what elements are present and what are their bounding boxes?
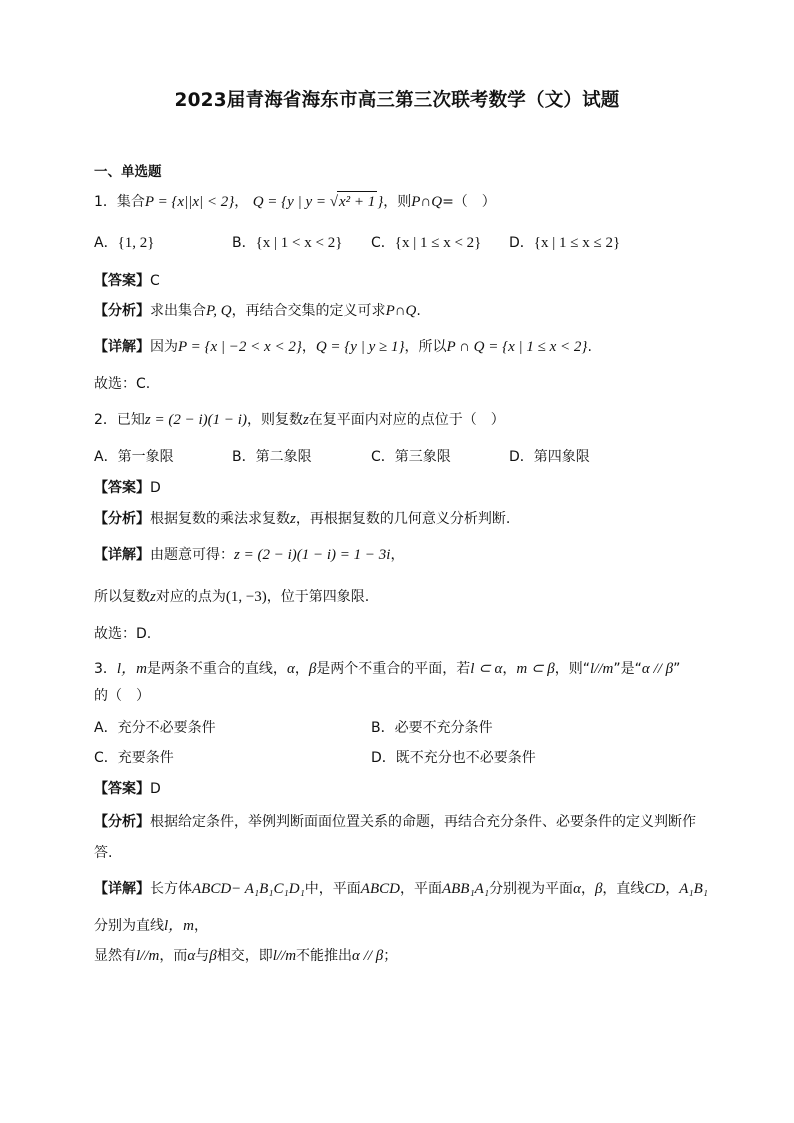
q3-option-b[interactable] [371,718,493,738]
q3-line3-alpha: α [187,948,196,964]
q3-detail-line2 [94,916,208,936]
q2-analysis-a: 根据复数的乘法求复数 [150,511,290,527]
q3-detail-ab: A₁B₁ [679,881,709,897]
q1-stem-prefix: 1．集合 [94,194,145,210]
q3-option-c[interactable] [94,748,174,768]
q2-option-c[interactable] [371,447,451,467]
q3-detail-b: 中，平面 [304,881,361,897]
q3-detail-c: ，平面 [399,881,442,897]
option-label: C． [94,750,118,766]
q2-detail-expr: z = (2 − i)(1 − i) = 1 − 3i [234,547,391,563]
answer-value: D [150,781,161,797]
q1-set-q-post: } [377,194,384,210]
q3-stem-h: ”是“ [613,661,642,677]
q2-stem-expr: z = (2 − i)(1 − i) [144,412,247,428]
q2-line2-b: 对应的点为 [155,589,226,605]
q2-choose [94,624,151,644]
choose-value: D. [136,626,152,642]
q2-option-a[interactable] [94,447,174,467]
q2-stem-z: z [302,412,309,428]
q1-answer [94,271,160,291]
q3-stem-a: 3． [94,661,117,677]
q3-stem-ab: α // β [641,661,674,677]
choose-value: C. [136,376,151,392]
q1-analysis-sets: P, Q [206,303,232,319]
option-text: {x | 1 < x < 2} [255,235,343,251]
q1-detail-result: P ∩ Q = {x | 1 ≤ x < 2} [446,339,588,355]
q3-detail-a: 长方体 [150,881,192,897]
q1-end: =（ ） [442,194,496,210]
q3-stem-e2: m ⊂ β [516,661,555,677]
q1-option-d[interactable] [509,233,620,253]
q1-detail-end: . [587,339,592,355]
detail-tag: 【详解】 [94,881,150,897]
q2-analysis [94,509,510,529]
analysis-tag: 【分析】 [94,814,150,830]
q2-detail-b: ， [390,547,405,563]
q2-stem-a: 2．已知 [94,412,145,428]
q3-stem-e1: l ⊂ α [470,661,503,677]
choose-prefix: 故选： [94,626,136,642]
option-text: 必要不充分条件 [394,720,493,736]
q3-line3-e: 不能推出 [296,948,353,964]
q1-analysis-b: ，再结合交集的定义可求 [231,303,386,319]
q1-intersection: P∩Q [411,194,443,210]
option-label: B． [371,720,395,736]
q3-detail-d: 分别视为平面 [489,881,574,897]
q3-detail-g: ， [665,881,680,897]
detail-tag: 【详解】 [94,547,150,563]
option-label: D． [509,235,534,251]
q2-line2-a: 所以复数 [94,589,150,605]
q1-then: ，则 [383,194,412,210]
q1-option-a[interactable] [94,233,154,253]
analysis-tag: 【分析】 [94,511,150,527]
q3-option-d[interactable] [371,748,536,768]
q3-stem-d: 是两个不重合的平面，若 [316,661,471,677]
q3-detail-e: ， [580,881,595,897]
q3-stem-line2: 的（ ） [94,688,150,704]
q3-stem-f: ， [502,661,517,677]
option-label: A． [94,449,118,465]
q1-detail [94,337,592,357]
q3-detail-plane1: ABCD [360,881,400,897]
q1-analysis [94,301,421,321]
answer-tag: 【答案】 [94,781,150,797]
q3-detail [94,879,708,899]
option-label: D． [371,750,396,766]
q3-line3-b: ，而 [159,948,188,964]
q3-stem-alpha: α [286,661,295,677]
q1-option-c[interactable] [371,233,481,253]
option-text: 充要条件 [117,750,174,766]
q1-detail-b: ，所以 [404,339,447,355]
q3-line3-c: 与 [195,948,210,964]
answer-tag: 【答案】 [94,480,150,496]
q2-analysis-b: ，再根据复数的几何意义分析判断. [295,511,511,527]
q2-stem-c: 在复平面内对应的点位于（ ） [308,412,505,428]
q2-answer [94,478,161,498]
q1-detail-p: P = {x | −2 < x < 2} [178,339,302,355]
q2-detail-a: 由题意可得： [150,547,234,563]
q3-detail-f: ，直线 [602,881,645,897]
q1-option-b[interactable] [232,233,342,253]
q1-stem [94,191,496,212]
section-heading: 一、单选题 [94,164,162,180]
option-text: 既不充分也不必要条件 [395,750,536,766]
option-label: C． [371,449,395,465]
answer-tag: 【答案】 [94,273,150,289]
q3-stem-c: ， [294,661,309,677]
q3-stem-beta: β [308,661,317,677]
q2-analysis-z: z [290,511,296,527]
q1-set-p: P = {x||x| < 2} [144,194,235,210]
q3-detail-cd: CD [644,881,666,897]
page-title: 2023届青海省海东市高三第三次联考数学（文）试题 [174,90,620,111]
option-text: {x | 1 ≤ x < 2} [394,235,482,251]
q3-stem-b: 是两条不重合的直线， [146,661,287,677]
q3-line2-b: ， [194,918,209,934]
option-label: D． [509,449,534,465]
q1-sep: ， [234,194,249,210]
detail-tag: 【详解】 [94,339,150,355]
q3-analysis-line2: 答. [94,845,113,861]
q1-choose [94,374,150,394]
option-label: A． [94,720,118,736]
option-text: 充分不必要条件 [117,720,216,736]
answer-value: C [150,273,160,289]
q3-line3-f: ； [383,948,398,964]
q1-set-q-pre: Q = {y | y = [252,194,326,210]
q2-detail [94,545,404,565]
option-text: {1, 2} [117,235,155,251]
option-label: C． [371,235,395,251]
q3-line2-a: 分别为直线 [94,918,164,934]
q3-detail-plane2: ABB₁A₁ [441,881,490,897]
q3-detail-box: ABCD− A₁B₁C₁D₁ [192,881,305,897]
q1-detail-a: 因为 [150,339,178,355]
q3-detail-beta: β [594,881,603,897]
option-label: B． [232,449,256,465]
option-text: 第二象限 [255,449,312,465]
q2-stem-b: ，则复数 [246,412,303,428]
q1-detail-q: Q = {y | y ≥ 1} [315,339,405,355]
q2-option-b[interactable] [232,447,312,467]
q3-analysis-line1: 根据给定条件，举例判断面面位置关系的命题，再结合充分条件、必要条件的定义判断作 [150,814,696,830]
q3-line3-d: 相交，即 [216,948,273,964]
q3-answer [94,779,161,799]
q2-stem [94,410,505,430]
q3-line3-beta: β [209,948,217,964]
q3-line3-lm2: l//m [272,948,297,964]
option-text: 第四象限 [533,449,590,465]
q2-option-d[interactable] [509,447,590,467]
q3-line3-lm: l//m [136,948,160,964]
answer-value: D [150,480,161,496]
q3-detail-alpha: α [573,881,581,897]
q2-detail-line2 [94,587,369,607]
q3-stem-i: ” [673,661,681,677]
q1-sqrt-radicand: x² + 1 [337,191,377,212]
q3-analysis [94,812,696,832]
q3-stem-lm: l，m [116,661,147,677]
q3-option-a[interactable] [94,718,216,738]
option-text: {x | 1 ≤ x ≤ 2} [533,235,621,251]
q1-detail-sep: ， [301,339,316,355]
q1-analysis-expr: P∩Q [385,303,417,319]
option-text: 第三象限 [394,449,451,465]
option-text: 第一象限 [117,449,174,465]
option-label: B． [232,235,256,251]
analysis-tag: 【分析】 [94,303,150,319]
q2-line2-z: z [150,589,156,605]
q3-line2-lm: l，m [164,918,195,934]
q1-analysis-a: 求出集合 [150,303,206,319]
q2-line2-point: (1, −3) [225,589,267,605]
option-label: A． [94,235,118,251]
q3-stem-lm2: l//m [590,661,614,677]
q3-line3-a: 显然有 [94,948,136,964]
q3-detail-line3 [94,946,397,966]
q3-stem [94,659,680,679]
q2-line2-c: ，位于第四象限. [266,589,370,605]
q1-analysis-end: . [416,303,421,319]
q3-stem-g: ，则“ [554,661,591,677]
q3-line3-ab: α // β [352,948,384,964]
choose-prefix: 故选： [94,376,136,392]
q1-set-q: Q = {y | y = √x² + 1 } [253,194,384,210]
